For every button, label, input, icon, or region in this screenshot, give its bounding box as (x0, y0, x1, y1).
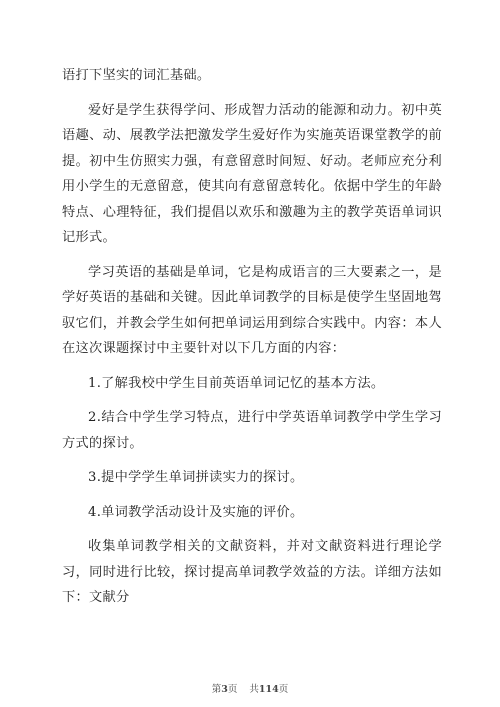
paragraph-last: 收集单词教学相关的文献资料，并对文献资料进行理论学习，同时进行比较，探讨提高单词教学效益的方法。详细方法如下：文献分 (62, 539, 442, 605)
document-body (62, 63, 442, 620)
page-footer (0, 681, 500, 695)
list-item-4: 4.单词教学活动设计及实施的评价。 (88, 504, 304, 520)
total-suffix: 页 (278, 684, 289, 695)
list-item-3: 3.提中学学生单词拼读实力的探讨。 (88, 470, 304, 485)
page-current: 3 (221, 684, 228, 695)
list-item-2: 2.结合中学生学习特点，进行中学英语单词教学中学生学习方式的探讨。 (62, 410, 442, 451)
page-prefix: 第 (211, 684, 222, 695)
paragraph-2: 爱好是学生获得学问、形成智力活动的能源和动力。初中英语趣、动、展教学法把激发学生爱好作为实施英语课堂教学的前提。初中生仿照实力强，有意留意时间短、好动。老师应充分利用小学生的无意留意，使其向有意留意转化。依据中学生的年龄特点、心理特征，我们提倡以欢乐和激趣为主的教学英语单词识记形式。 (62, 102, 442, 245)
paragraph-1: 语打下坚实的词汇基础。 (62, 68, 211, 83)
list-item-1: 1.了解我校中学生目前英语单词记忆的基本方法。 (88, 375, 385, 391)
page-total: 114 (258, 684, 279, 695)
paragraph-3: 学习英语的基础是单词，它是构成语言的三大要素之一，是学好英语的基础和关键。因此单词教学的目标是使学生坚固地驾驭它们，并教会学生如何把单词运用到综合实践中。内容：本人在这次课题探讨中主要针对以下几方面的内容： (62, 264, 442, 356)
page-suffix: 页 (227, 684, 238, 695)
total-prefix: 共 (249, 684, 259, 695)
